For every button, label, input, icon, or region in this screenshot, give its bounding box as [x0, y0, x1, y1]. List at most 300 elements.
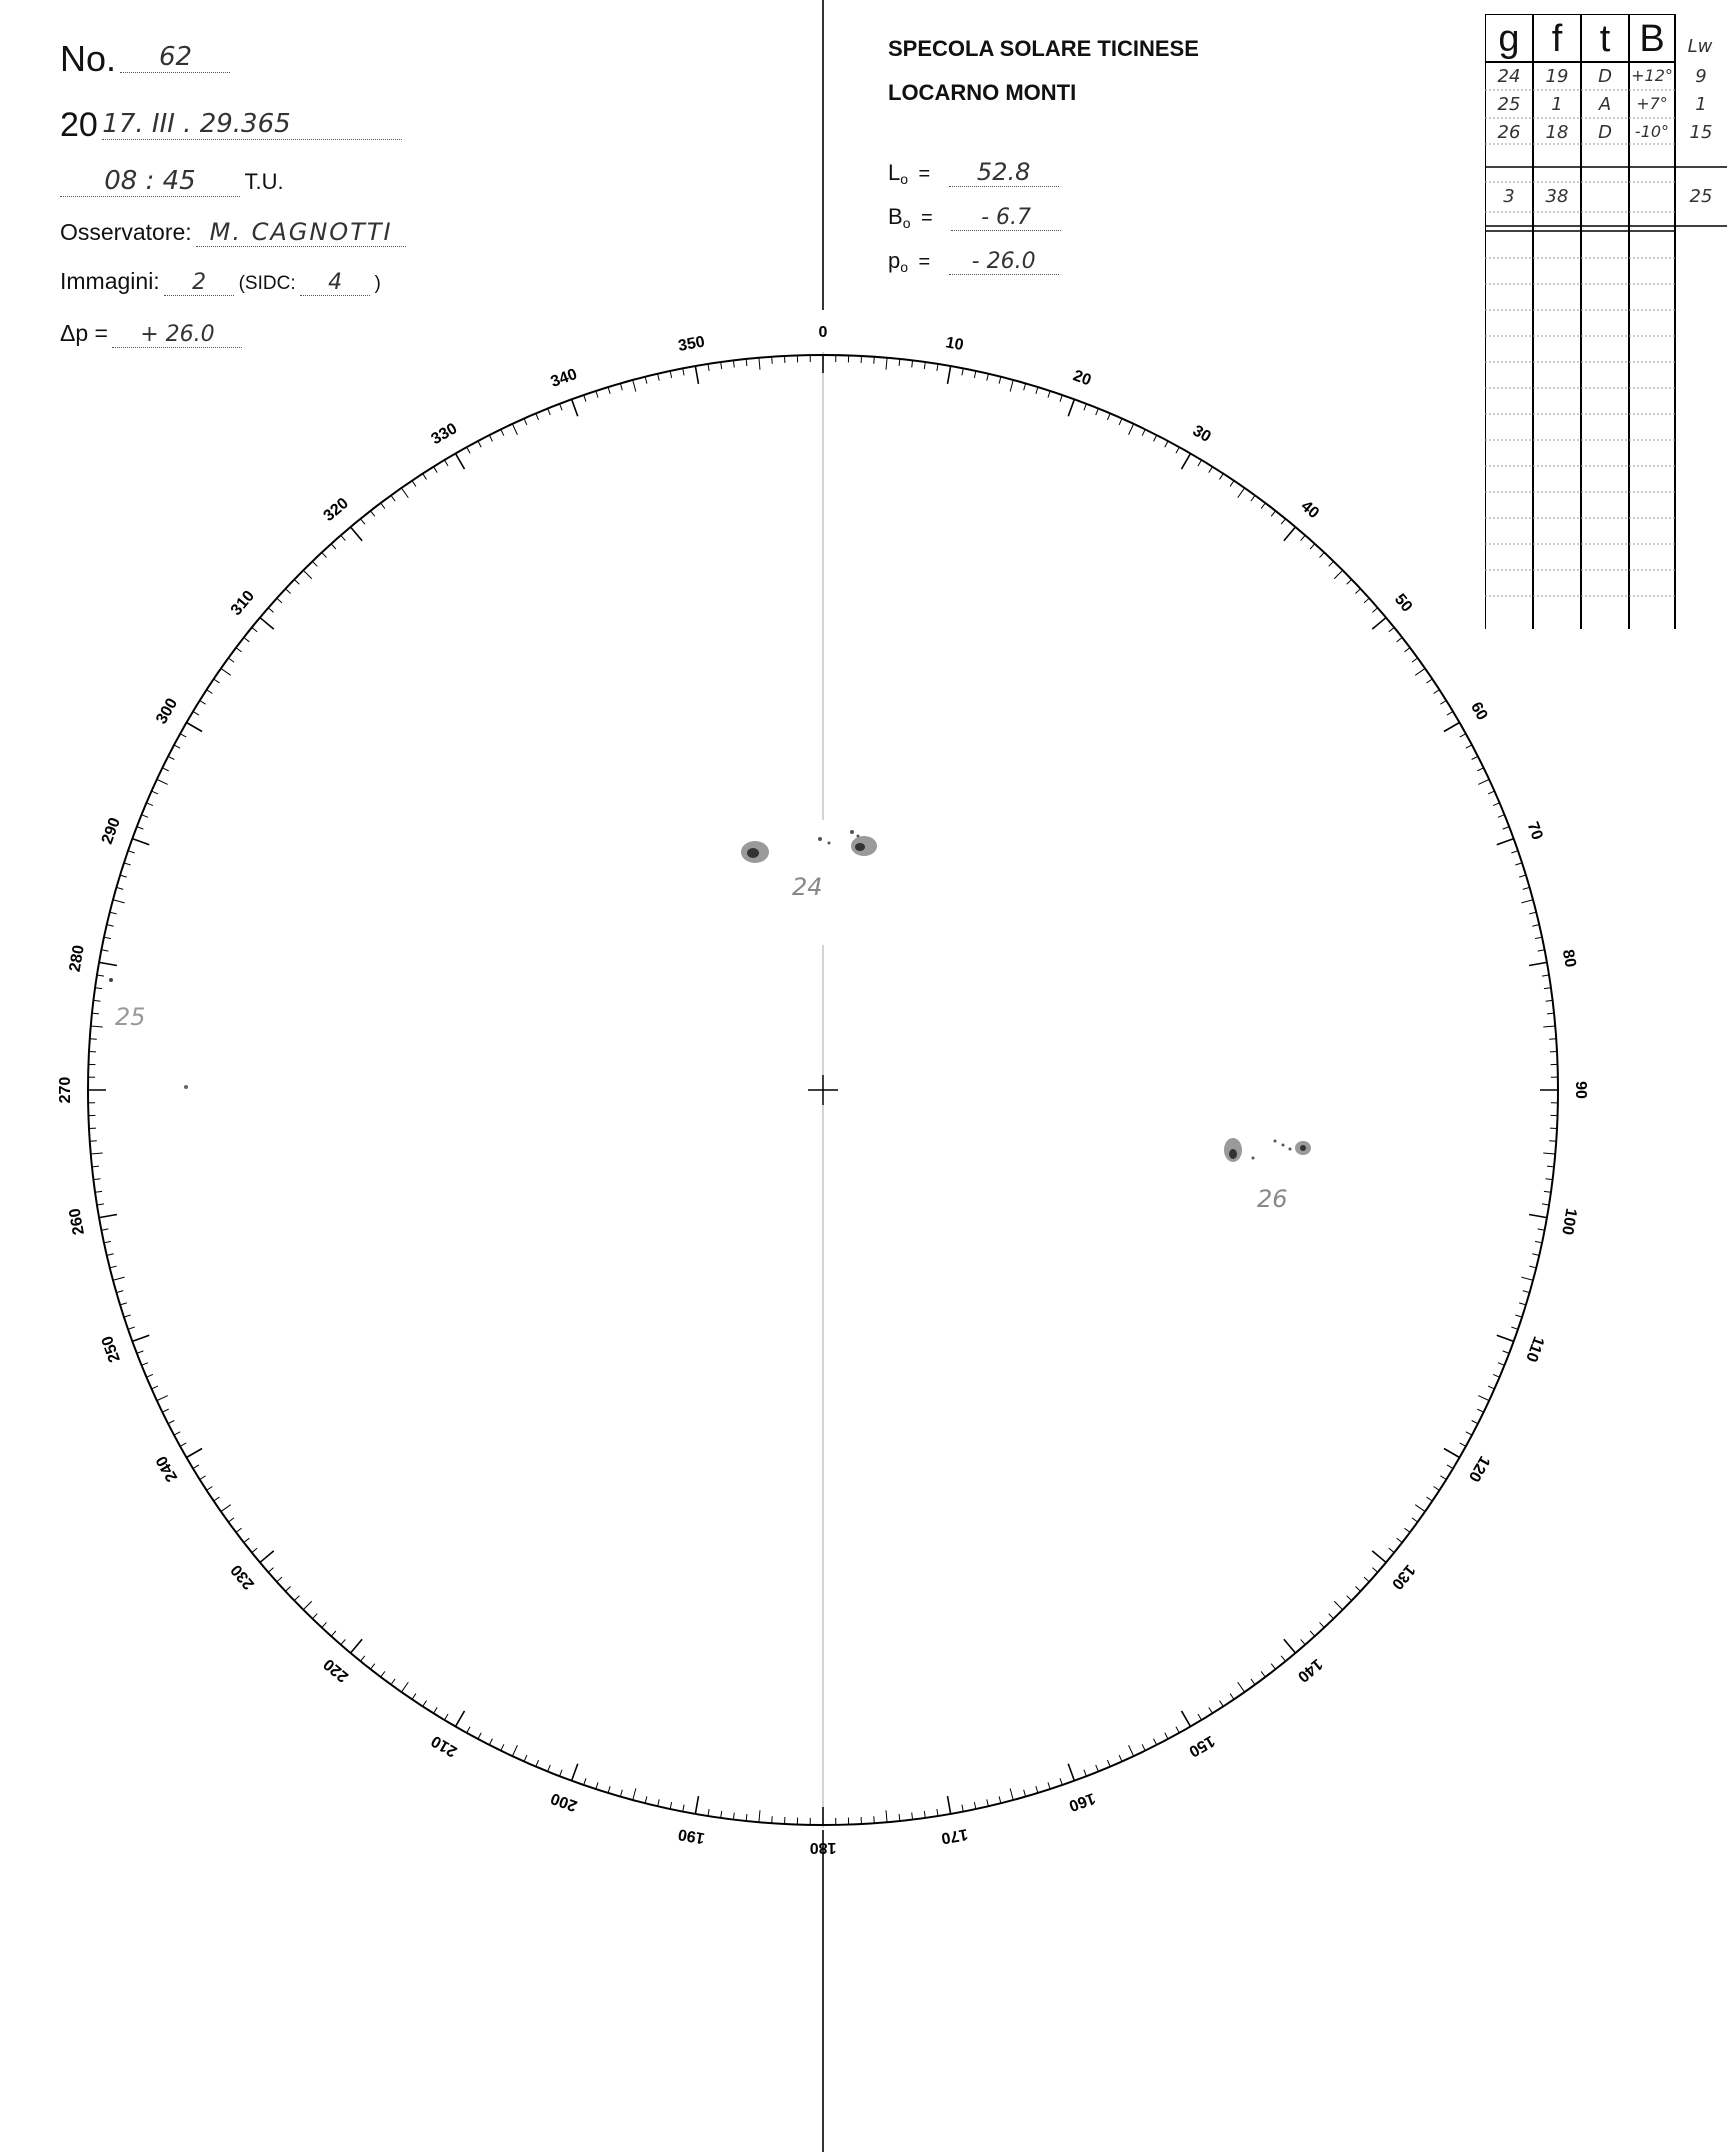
degree-tick	[962, 369, 963, 376]
degree-tick	[268, 608, 273, 613]
degree-tick	[444, 460, 448, 466]
table-cell: A	[1598, 94, 1612, 115]
degree-tick	[186, 1449, 202, 1458]
degree-tick	[560, 404, 563, 411]
degree-tick	[608, 387, 610, 394]
param-B-value: - 6.7	[951, 205, 1061, 231]
degree-label: 90	[1571, 1081, 1589, 1099]
degree-label: 330	[428, 420, 461, 449]
degree-tick	[1165, 441, 1168, 447]
table-header-B: B	[1639, 18, 1665, 60]
institution-location: LOCARNO MONTI	[888, 80, 1077, 105]
degree-tick	[260, 618, 274, 630]
degree-tick	[1529, 1266, 1536, 1268]
degree-tick	[1497, 1335, 1514, 1341]
degree-tick	[733, 1813, 734, 1820]
degree-tick	[1271, 1664, 1275, 1670]
degree-tick	[128, 1327, 135, 1329]
degree-tick	[146, 1374, 152, 1377]
degree-tick	[899, 1814, 900, 1821]
degree-tick	[721, 362, 722, 369]
degree-tick	[645, 377, 647, 384]
degree-tick	[162, 1409, 168, 1412]
group-label-25: 25	[115, 1003, 146, 1031]
table-cell: 19	[1545, 66, 1569, 87]
degree-tick	[132, 839, 149, 845]
degree-tick	[1497, 839, 1514, 845]
degree-tick	[228, 1518, 234, 1522]
table-cell: +7°	[1636, 94, 1668, 113]
param-B: $B_o$ = - 6.7	[888, 204, 1061, 248]
degree-tick	[423, 1701, 427, 1707]
degree-tick	[1434, 1486, 1440, 1490]
degree-tick	[102, 1229, 109, 1230]
degree-tick	[107, 1254, 114, 1256]
degree-label: 160	[1066, 1789, 1098, 1815]
degree-tick	[1364, 1577, 1369, 1582]
degree-tick	[1198, 460, 1202, 466]
table-total-cell: 38	[1545, 186, 1569, 207]
degree-label: 100	[1558, 1206, 1580, 1237]
degree-tick	[236, 648, 242, 652]
degree-tick	[1466, 1432, 1472, 1435]
degree-tick	[1477, 1409, 1483, 1412]
degree-label: 240	[153, 1452, 182, 1485]
degree-tick	[596, 391, 598, 398]
degree-tick	[214, 1497, 220, 1501]
degree-tick	[95, 988, 102, 989]
degree-tick	[1096, 1765, 1099, 1771]
degree-tick	[1329, 561, 1334, 566]
degree-tick	[142, 1363, 148, 1366]
degree-label: 310	[227, 587, 258, 619]
degree-tick	[1529, 912, 1536, 914]
degree-tick	[633, 380, 636, 392]
sunspot-umbra	[1300, 1145, 1306, 1151]
degree-label: 170	[939, 1825, 970, 1847]
degree-tick	[695, 1796, 698, 1814]
degree-tick	[1281, 1656, 1285, 1661]
degree-tick	[1010, 1788, 1013, 1800]
degree-tick	[1209, 467, 1213, 473]
degree-tick	[759, 1810, 760, 1822]
degree-tick	[207, 690, 213, 694]
degree-tick	[467, 1727, 470, 1733]
degree-tick	[124, 1315, 131, 1317]
degree-tick	[1440, 701, 1446, 705]
degree-label: 350	[676, 333, 707, 355]
degree-tick	[1319, 1622, 1324, 1627]
sunspot-pore	[109, 978, 113, 982]
degree-tick	[391, 495, 395, 501]
degree-tick	[999, 1796, 1001, 1803]
degree-label: 60	[1467, 699, 1491, 724]
degree-tick	[1129, 424, 1134, 435]
degree-tick	[974, 1802, 975, 1809]
table-header-lw: Lw	[1687, 36, 1713, 57]
sunspot-pore	[1289, 1148, 1292, 1151]
degree-tick	[221, 668, 231, 675]
degree-tick	[695, 366, 698, 384]
degree-label: 140	[1294, 1655, 1326, 1686]
degree-tick	[1198, 1714, 1202, 1720]
degree-tick	[489, 435, 492, 441]
degree-label: 250	[98, 1333, 124, 1365]
degree-tick	[524, 1755, 527, 1761]
degree-tick	[294, 579, 299, 584]
degree-tick	[1447, 711, 1453, 715]
sunspot-group-25	[109, 978, 188, 1089]
degree-tick	[1165, 1733, 1168, 1739]
degree-tick	[120, 875, 127, 877]
date-value: 17. III . 29.365	[102, 109, 402, 140]
table-cell: 15	[1689, 122, 1713, 143]
degree-tick	[999, 377, 1001, 384]
degree-tick	[102, 950, 109, 951]
degree-tick	[1538, 1229, 1545, 1230]
degree-tick	[128, 851, 135, 853]
degree-tick	[370, 511, 374, 517]
degree-tick	[670, 371, 671, 378]
degree-tick	[168, 756, 174, 759]
degree-tick	[116, 887, 123, 889]
degree-tick	[360, 519, 364, 524]
degree-tick	[214, 679, 220, 683]
degree-tick	[1529, 962, 1547, 965]
degree-tick	[1523, 1291, 1530, 1293]
degree-tick	[721, 1811, 722, 1818]
degree-tick	[322, 1622, 327, 1627]
degree-tick	[1355, 589, 1360, 594]
degree-tick	[1271, 511, 1275, 517]
degree-tick	[608, 1786, 610, 1793]
degree-tick	[658, 1799, 660, 1806]
degree-tick	[331, 544, 336, 549]
degree-tick	[1488, 1386, 1494, 1389]
degree-label: 120	[1464, 1452, 1493, 1485]
degree-tick	[1547, 1166, 1554, 1167]
degree-tick	[1404, 648, 1410, 652]
degree-label: 80	[1558, 948, 1579, 969]
param-p-value: - 26.0	[949, 249, 1059, 275]
degree-label: 320	[320, 494, 352, 525]
degree-tick	[391, 1679, 395, 1685]
degree-tick	[1515, 863, 1522, 865]
degree-label: 30	[1189, 422, 1214, 446]
degree-tick	[1068, 1764, 1074, 1781]
degree-tick	[93, 1000, 100, 1001]
degree-tick	[1498, 1363, 1504, 1366]
degree-tick	[1281, 519, 1285, 524]
degree-tick	[1412, 1518, 1418, 1522]
degree-tick	[899, 359, 900, 366]
degree-tick	[1284, 1639, 1296, 1653]
degree-tick	[221, 1505, 231, 1512]
degree-tick	[1347, 579, 1352, 584]
degree-tick	[1488, 791, 1494, 794]
table-header-t: t	[1599, 18, 1611, 60]
degree-tick	[132, 1335, 149, 1341]
degree-tick	[412, 481, 416, 487]
time-unit: T.U.	[244, 169, 284, 194]
degree-label: 290	[98, 815, 124, 847]
degree-tick	[434, 467, 438, 473]
degree-tick	[381, 503, 385, 509]
param-L: $L_o = 52.8$	[888, 158, 1061, 204]
degree-tick	[312, 561, 317, 566]
degree-label: 270	[57, 1076, 75, 1104]
table-cell: 1	[1695, 94, 1707, 115]
degree-tick	[572, 399, 578, 416]
sunspot-group-24	[741, 830, 877, 901]
degree-tick	[548, 409, 551, 415]
degree-tick	[1503, 827, 1510, 830]
degree-tick	[501, 429, 504, 435]
sidc-close: )	[374, 273, 381, 294]
degree-tick	[1107, 1760, 1110, 1766]
degree-tick	[1129, 1745, 1134, 1756]
degree-tick	[285, 1586, 290, 1591]
degree-tick	[1542, 975, 1549, 976]
degree-tick	[1538, 950, 1545, 951]
degree-tick	[168, 1421, 174, 1424]
degree-tick	[146, 803, 152, 806]
sunspot-pore	[857, 835, 860, 838]
degree-tick	[974, 371, 975, 378]
delta-p-label: Δp =	[60, 320, 108, 346]
degree-tick	[91, 1153, 103, 1154]
degree-label: 110	[1522, 1333, 1548, 1365]
degree-tick	[683, 1805, 684, 1812]
degree-tick	[912, 360, 913, 367]
degree-label: 130	[1388, 1561, 1419, 1593]
table-cell: 26	[1497, 122, 1521, 143]
observer-label: Osservatore:	[60, 219, 192, 245]
degree-tick	[467, 447, 470, 453]
degree-tick	[1478, 1396, 1489, 1401]
degree-tick	[1060, 395, 1062, 402]
degree-tick	[260, 1551, 274, 1563]
degree-tick	[1542, 1204, 1549, 1205]
degree-tick	[186, 723, 202, 732]
table-cell: D	[1598, 66, 1612, 87]
table-cell: -10°	[1634, 122, 1670, 141]
degree-tick	[162, 768, 168, 771]
degree-tick	[962, 1805, 963, 1812]
time-value: 08 : 45	[60, 166, 240, 197]
degree-tick	[351, 1639, 363, 1653]
degree-label: 40	[1297, 497, 1323, 523]
number-value: 62	[120, 42, 230, 73]
degree-tick	[948, 1796, 951, 1814]
degree-tick	[1397, 1538, 1403, 1542]
table-cell: 9	[1695, 66, 1707, 87]
degree-tick	[244, 637, 250, 641]
degree-tick	[1209, 1707, 1213, 1713]
degree-tick	[193, 711, 199, 715]
degree-tick	[200, 701, 206, 705]
degree-tick	[1521, 900, 1533, 903]
degree-tick	[1119, 1755, 1122, 1761]
degree-label: 260	[66, 1206, 88, 1237]
degree-tick	[157, 779, 168, 784]
degree-tick	[1219, 474, 1223, 480]
degree-tick	[1535, 1241, 1542, 1242]
degree-tick	[1238, 488, 1245, 498]
degree-tick	[746, 1814, 747, 1821]
param-L-value: 52.8	[949, 158, 1059, 187]
degree-tick	[620, 383, 622, 390]
degree-tick	[1427, 1497, 1433, 1501]
table-header-f: f	[1551, 18, 1563, 60]
degree-tick	[137, 827, 144, 830]
observer-value: M. CAGNOTTI	[196, 218, 406, 247]
degree-tick	[1334, 1601, 1342, 1609]
sunspot-pore	[184, 1085, 188, 1089]
degree-tick	[1515, 1315, 1522, 1317]
degree-tick	[584, 1778, 586, 1785]
degree-label: 200	[548, 1789, 580, 1815]
number-label: No.	[60, 38, 117, 79]
degree-tick	[733, 360, 734, 367]
degree-tick	[708, 364, 709, 371]
degree-tick	[1532, 1254, 1539, 1256]
degree-tick	[1096, 409, 1099, 415]
degree-tick	[1036, 1786, 1038, 1793]
degree-tick	[489, 1739, 492, 1745]
degree-label: 50	[1390, 590, 1416, 616]
degree-tick	[987, 1799, 989, 1806]
degree-label: 20	[1070, 367, 1094, 390]
degree-tick	[401, 488, 408, 498]
degree-tick	[95, 1191, 102, 1192]
degree-tick	[1535, 937, 1542, 938]
param-p: $p_o$ = - 26.0	[888, 248, 1061, 292]
degree-tick	[1447, 1465, 1453, 1469]
degree-tick	[886, 358, 887, 370]
degree-tick	[1048, 391, 1050, 398]
degree-label: 300	[153, 695, 182, 728]
degree-tick	[1397, 637, 1403, 641]
degree-tick	[174, 1432, 180, 1435]
degree-tick	[937, 1809, 938, 1816]
sunspot-pore	[1274, 1140, 1277, 1143]
degree-tick	[401, 1682, 408, 1692]
table-cell: D	[1598, 122, 1612, 143]
degree-tick	[1415, 1505, 1425, 1512]
degree-tick	[572, 1764, 578, 1781]
degree-tick	[1154, 435, 1157, 441]
images-value: 2	[164, 270, 234, 296]
degree-tick	[1230, 481, 1234, 487]
degree-tick	[91, 1026, 103, 1027]
degree-label: 210	[428, 1731, 461, 1760]
degree-tick	[1182, 1711, 1191, 1727]
sunspot-umbra	[1229, 1149, 1237, 1159]
degree-tick	[478, 1733, 481, 1739]
degree-tick	[1472, 1421, 1478, 1424]
degree-tick	[1544, 988, 1551, 989]
degree-tick	[1477, 768, 1483, 771]
degree-tick	[1364, 598, 1369, 603]
degree-tick	[110, 1266, 117, 1268]
degree-tick	[228, 658, 234, 662]
degree-tick	[1372, 618, 1386, 630]
degree-tick	[180, 734, 186, 737]
degree-tick	[180, 1443, 186, 1446]
table-total-cell: 3	[1503, 186, 1515, 207]
degree-tick	[1355, 1586, 1360, 1591]
degree-tick	[658, 374, 660, 381]
degree-label: 150	[1185, 1731, 1218, 1760]
sidc-value: 4	[300, 270, 370, 296]
sunspot-pore	[1282, 1144, 1285, 1147]
degree-tick	[120, 1303, 127, 1305]
degree-tick	[1460, 734, 1466, 737]
degree-tick	[1444, 723, 1460, 732]
degree-tick	[360, 1656, 364, 1661]
degree-tick	[759, 358, 760, 370]
sunspot-pore	[1252, 1157, 1255, 1160]
degree-tick	[285, 589, 290, 594]
degree-tick	[1084, 1770, 1087, 1777]
degree-tick	[1498, 815, 1504, 818]
degree-tick	[596, 1782, 598, 1789]
degree-tick	[92, 1166, 99, 1167]
degree-tick	[1048, 1782, 1050, 1789]
degree-tick	[303, 570, 311, 578]
degree-tick	[124, 863, 131, 865]
degree-tick	[1347, 1596, 1352, 1601]
degree-tick	[200, 1476, 206, 1480]
sunspot-umbra	[855, 843, 865, 851]
degree-tick	[1142, 429, 1145, 435]
degree-tick	[1176, 447, 1179, 453]
degree-tick	[937, 364, 938, 371]
degree-label: 220	[320, 1655, 352, 1686]
degree-label: 340	[548, 365, 580, 391]
table-cell: 1	[1551, 94, 1563, 115]
degree-tick	[1301, 535, 1306, 540]
degree-tick	[683, 369, 684, 376]
degree-tick	[1119, 419, 1122, 425]
degree-tick	[1521, 1277, 1533, 1280]
year-prefix: 20	[60, 106, 98, 144]
degree-tick	[645, 1796, 647, 1803]
degree-tick	[174, 745, 180, 748]
degree-tick	[92, 1013, 99, 1014]
degree-tick	[1261, 503, 1265, 509]
degree-tick	[244, 1538, 250, 1542]
degree-tick	[423, 474, 427, 480]
sunspot-umbra	[747, 848, 759, 858]
degree-tick	[1547, 1013, 1554, 1014]
degree-tick	[1154, 1739, 1157, 1745]
degree-tick	[1068, 399, 1074, 416]
degree-tick	[1546, 1000, 1553, 1001]
degree-tick	[1412, 658, 1418, 662]
degree-tick	[99, 1215, 117, 1218]
degree-tick	[1460, 1443, 1466, 1446]
degree-tick	[137, 1351, 144, 1354]
degree-tick	[1238, 1682, 1245, 1692]
degree-tick	[1440, 1476, 1446, 1480]
degree-tick	[886, 1810, 887, 1822]
degree-label: 180	[809, 1838, 837, 1856]
degree-tick	[113, 900, 125, 903]
degree-tick	[99, 962, 117, 965]
degree-tick	[1478, 779, 1489, 784]
